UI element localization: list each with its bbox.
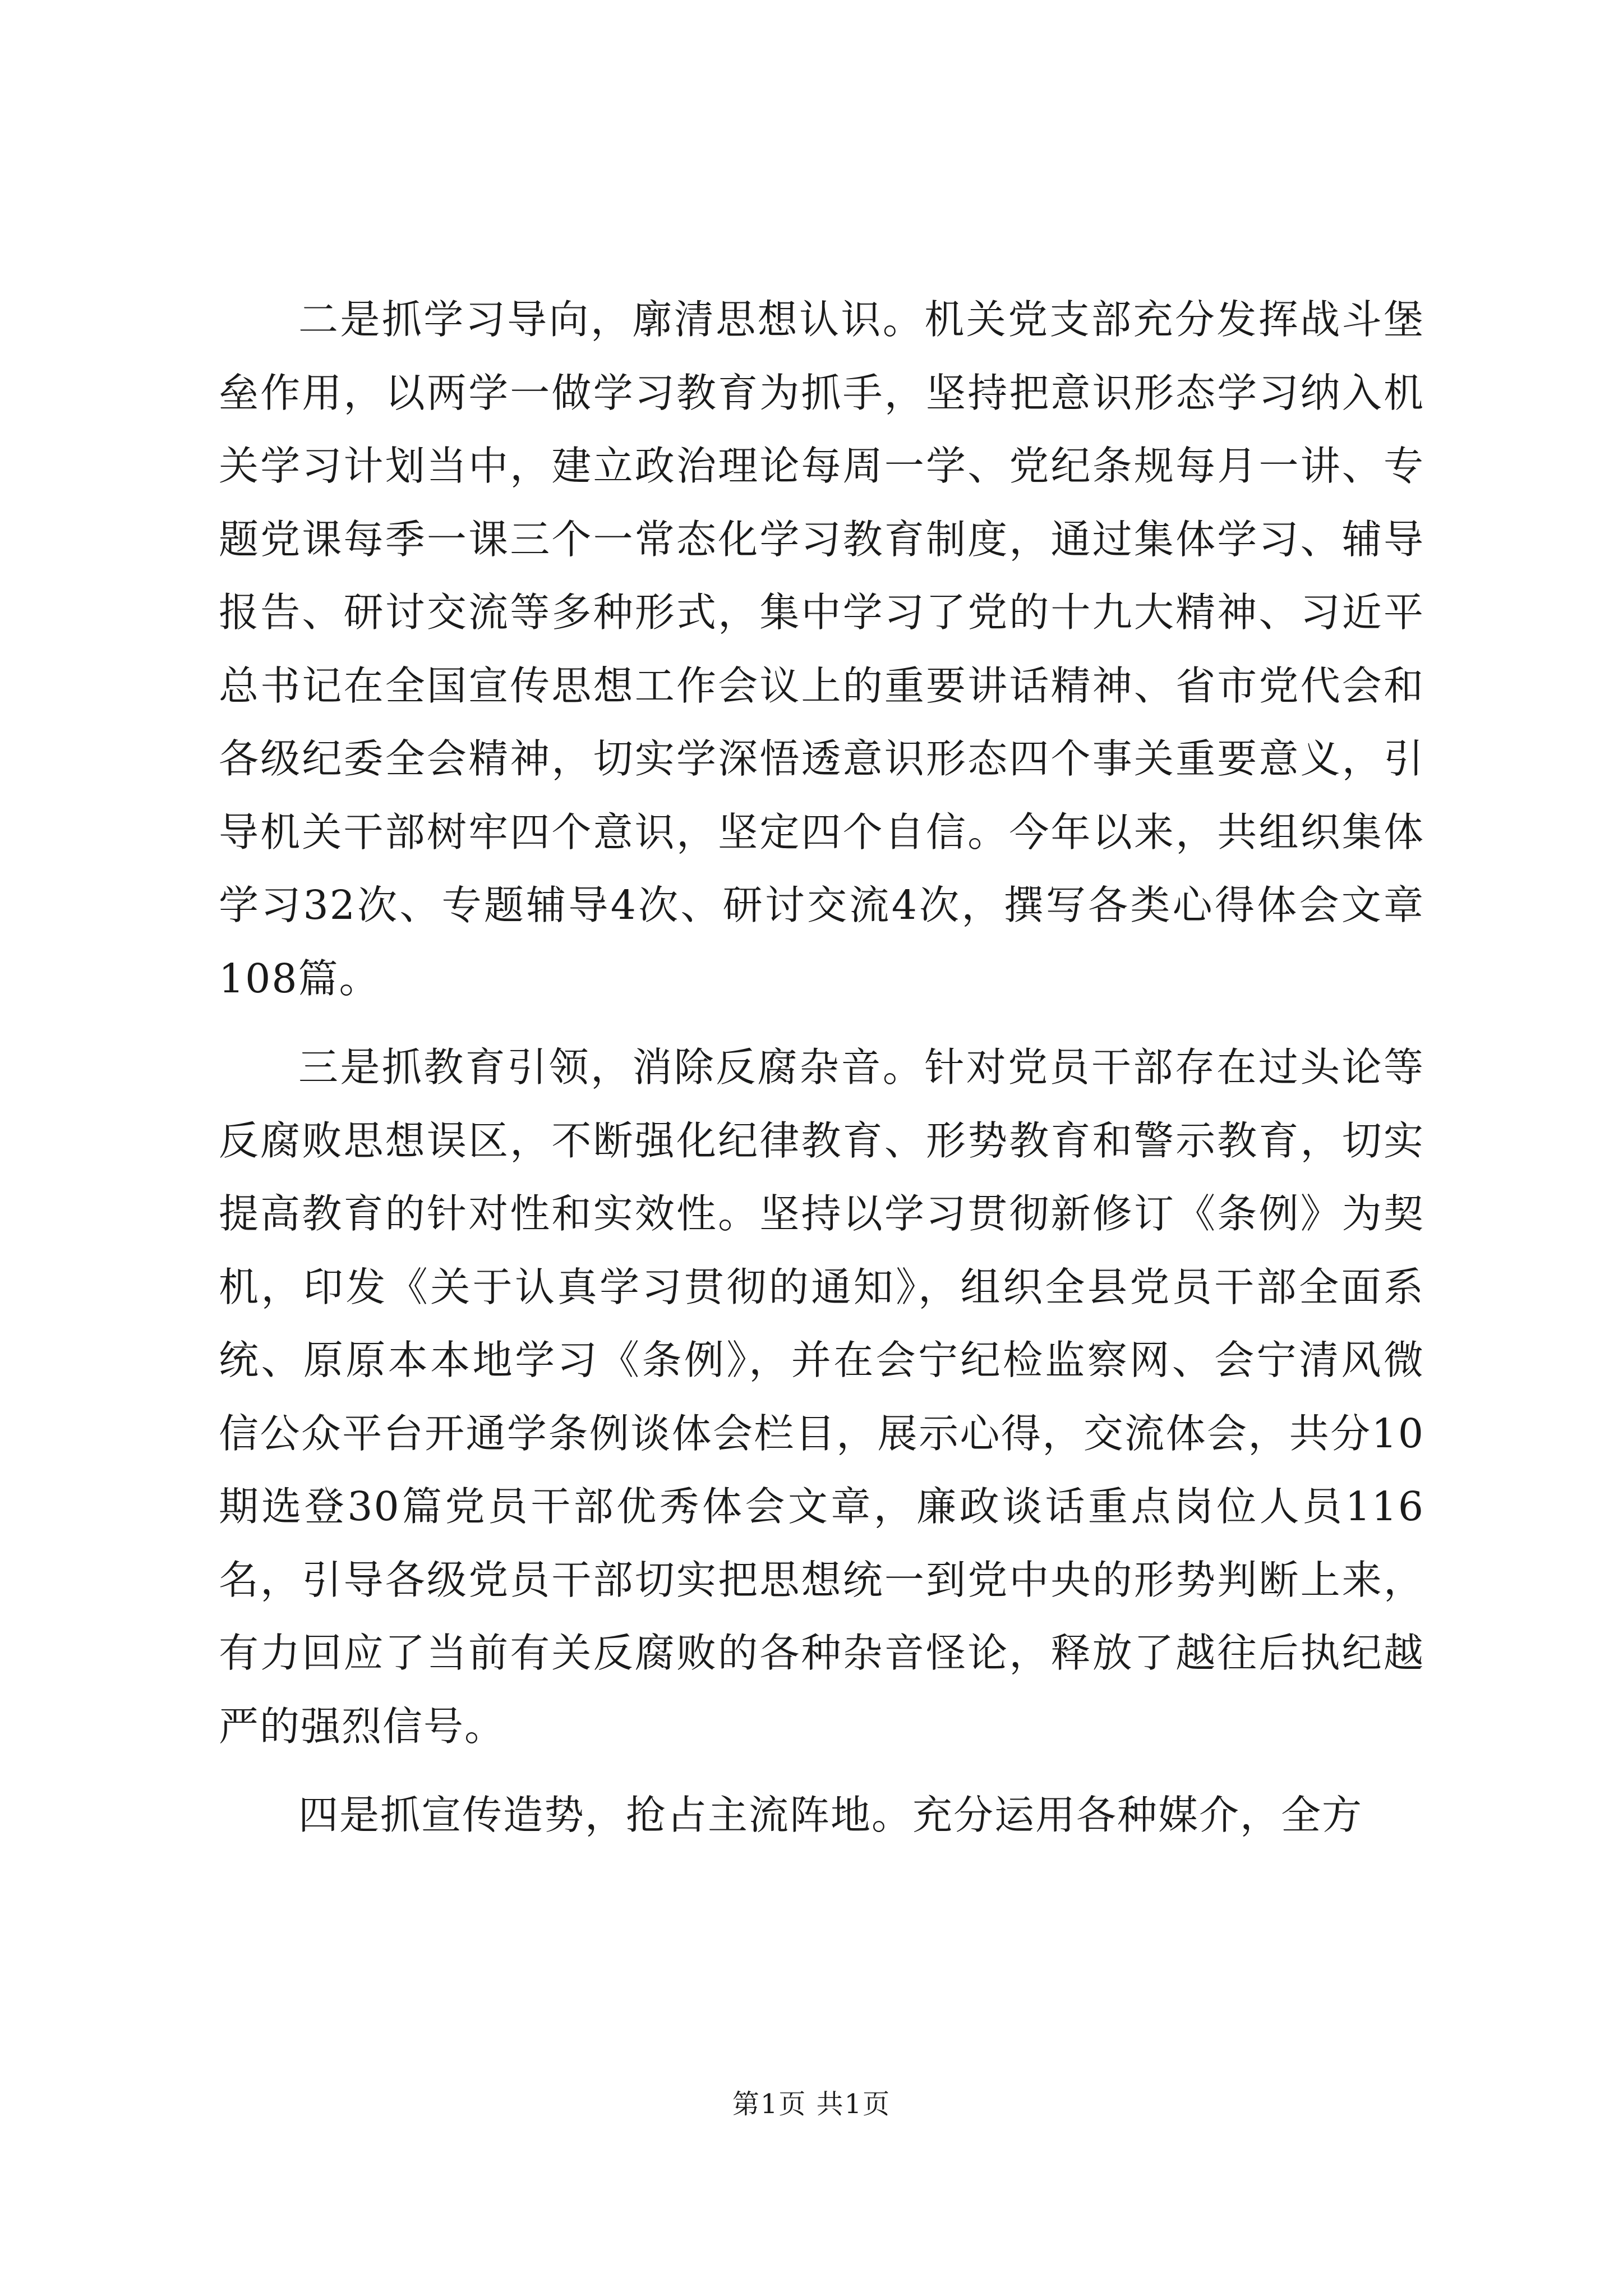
document-body <box>219 283 1424 1868</box>
paragraph-publicity: 四是抓宣传造势，抢占主流阵地。充分运用各种媒介，全方 <box>298 1792 1363 1838</box>
page-footer: 第1页 共1页 <box>732 2088 891 2120</box>
paragraph-education-guidance: 三是抓教育引领，消除反腐杂音。针对党员干部存在过头论等反腐败思想误区，不断强化纪律教育、形势教育和警示教育，切实提高教育的针对性和实效性。坚持以学习贯彻新修订《条例》为契机，印发《关于认真学习贯彻的通知》，组织全县党员干部全面系统、原原本本地学习《条例》，并在会宁纪检监察网、会宁清风微信公众平台开通学条例谈体会栏目，展示心得，交流体会，共分10期选登30篇党员干部优秀体会文章，廉政谈话重点岗位人员116名，引导各级党员干部切实把思想统一到党中央的形势判断上来，有力回应了当前有关反腐败的各种杂音怪论，释放了越往后执纪越严的强烈信号。 <box>219 1044 1424 1750</box>
paragraph-study-orientation: 二是抓学习导向，廓清思想认识。机关党支部充分发挥战斗堡垒作用，以两学一做学习教育为抓手，坚持把意识形态学习纳入机关学习计划当中，建立政治理论每周一学、党纪条规每月一讲、专题党课每季一课三个一常态化学习教育制度，通过集体学习、辅导报告、研讨交流等多种形式，集中学习了党的十九大精神、习近平总书记在全国宣传思想工作会议上的重要讲话精神、省市党代会和各级纪委全会精神，切实学深悟透意识形态四个事关重要意义，引导机关干部树牢四个意识，坚定四个自信。今年以来，共组织集体学习32次、专题辅导4次、研讨交流4次，撰写各类心得体会文章108篇。 <box>219 296 1424 1002</box>
